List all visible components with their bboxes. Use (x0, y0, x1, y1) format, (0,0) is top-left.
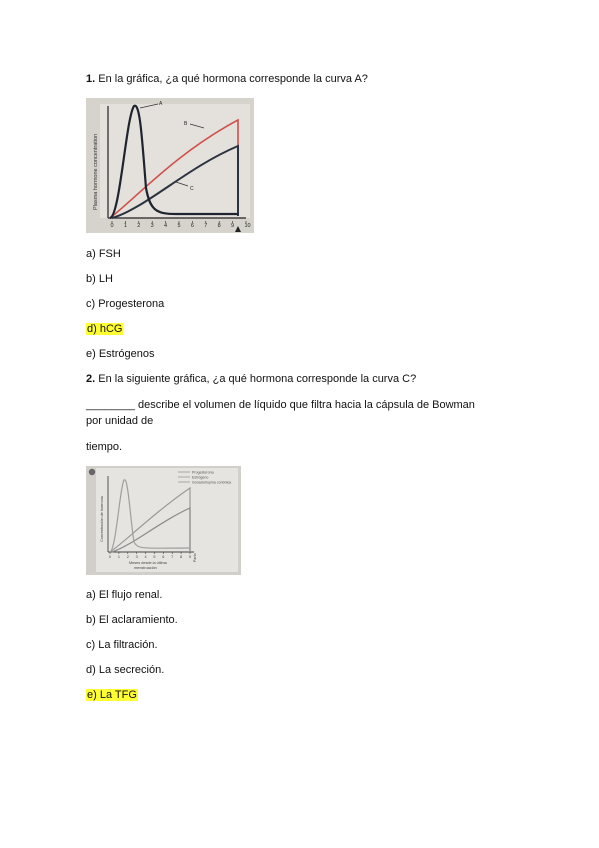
question-2-statement-line-1: ________ describe el volumen de líquido que filtra hacia la cápsula de Bowman (86, 399, 475, 411)
question-2 (86, 372, 416, 386)
figure-1-chart (86, 98, 254, 233)
figure-2-legend-estrogeno: Estrógeno (192, 475, 209, 480)
q1-option-d[interactable] (86, 322, 123, 336)
figure-2-end-label: Parto (193, 553, 197, 562)
figure-1-label-c: C (190, 186, 194, 192)
q1-option-e[interactable] (86, 347, 154, 361)
q1-option-b[interactable] (86, 272, 113, 286)
q1-option-a-text: a) FSH (86, 248, 121, 260)
q2-option-a[interactable] (86, 588, 162, 602)
q1-option-a[interactable] (86, 247, 121, 261)
question-1-number: 1. (86, 73, 96, 85)
figure-2-corner-mark (89, 469, 95, 475)
q2-option-d[interactable] (86, 663, 164, 677)
figure-1-photo (86, 98, 254, 233)
q2-option-e[interactable] (86, 688, 138, 702)
figure-2-tick-label: 8 (180, 555, 183, 559)
figure-2-x-label-line-2: menstruación (134, 566, 157, 570)
q1-option-b-text: b) LH (86, 273, 113, 285)
figure-2-x-label-line-1: Meses desde la última (129, 561, 167, 565)
figure-2-photo (86, 466, 241, 575)
figure-1-label-b: B (184, 121, 188, 127)
q2-option-b-text: b) El aclaramiento. (86, 614, 178, 626)
figure-1-tick-label: 4 (164, 223, 168, 229)
figure-2-y-label: Concentración de hormona (100, 496, 104, 542)
q2-option-c-text: c) La filtración. (86, 639, 158, 651)
figure-1-tick-label: 6 (190, 223, 194, 229)
q2-option-c[interactable] (86, 638, 158, 652)
figure-2-legend-progesterona: Progesterona (192, 470, 214, 475)
q2-option-a-text: a) El flujo renal. (86, 589, 163, 601)
q1-option-c-text: c) Progesterona (86, 298, 165, 310)
figure-2-legend-gonadotropina: Gonadotropina coriónica (192, 480, 232, 485)
q2-option-e-text-highlighted: e) La TFG (87, 689, 137, 701)
figure-1-label-a: A (159, 101, 163, 107)
question-1-text: En la gráfica, ¿a qué hormona corresponde la curva A? (98, 73, 368, 85)
figure-1-tick-label: 1 (123, 223, 127, 229)
figure-1-tick-label: 2 (137, 223, 141, 229)
figure-2-tick-label: 3 (135, 555, 138, 559)
figure-2-tick-label: 7 (171, 555, 174, 559)
q2-option-d-text: d) La secreción. (86, 664, 165, 676)
q2-option-b[interactable] (86, 613, 178, 627)
figure-2-tick-label: 9 (188, 555, 192, 559)
q1-option-d-text-highlighted: d) hCG (87, 323, 123, 335)
figure-1-y-label: Plasma hormone concentration (93, 133, 99, 210)
figure-1-tick-label: 3 (150, 223, 154, 229)
figure-1-tick-label: 0 (110, 223, 114, 229)
figure-2-tick-label: 0 (108, 555, 112, 559)
question-2-statement-line-2: por unidad de (86, 415, 154, 427)
q1-option-e-text: e) Estrógenos (86, 348, 155, 360)
figure-1-tick-label: 9 (231, 223, 235, 229)
figure-2-tick-label: 6 (162, 555, 165, 559)
figure-2-tick-label: 1 (117, 555, 120, 559)
figure-1-tick-label: 10 (244, 223, 251, 229)
question-1 (86, 72, 368, 86)
figure-1-tick-label: 5 (177, 223, 181, 229)
figure-1-tick-label: 8 (217, 223, 221, 229)
figure-1-tick-label: 7 (204, 223, 208, 229)
q1-option-c[interactable] (86, 297, 164, 311)
figure-2-tick-label: 5 (153, 555, 156, 559)
question-2-statement-line-3: tiempo. (86, 441, 123, 453)
question-2-text: En la siguiente gráfica, ¿a qué hormona corresponde la curva C? (98, 373, 417, 385)
question-2-number: 2. (86, 373, 96, 385)
figure-2-tick-label: 4 (144, 555, 147, 559)
figure-2-tick-label: 2 (126, 555, 129, 559)
figure-2-chart (86, 466, 241, 575)
